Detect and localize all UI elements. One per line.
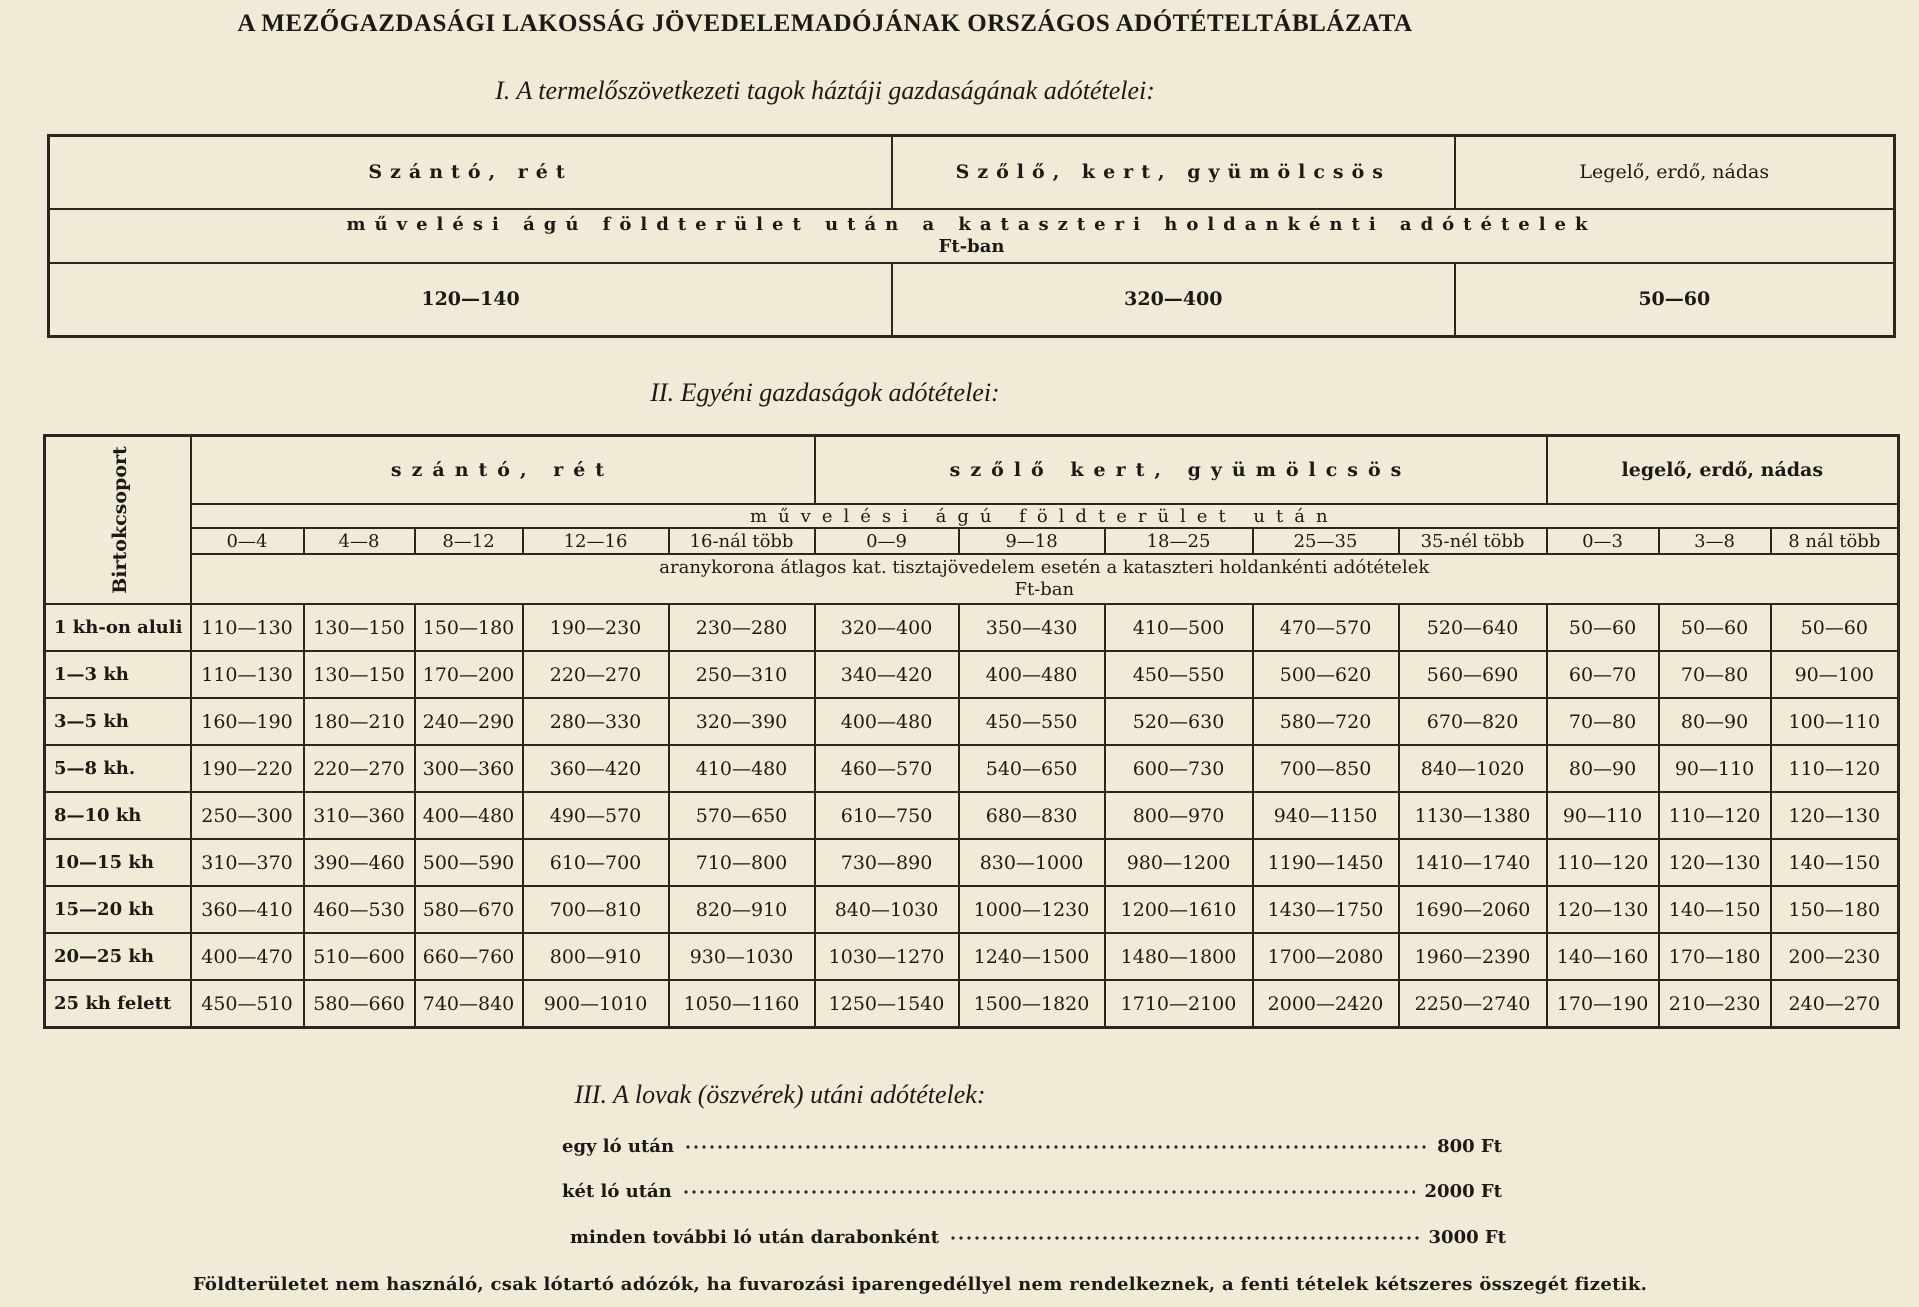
s1-note-text: művelési ágú földterület után a kataszteri holdankénti adótételek [346, 213, 1597, 235]
bracket-header: 12—16 [523, 528, 669, 554]
rate-cell: 580—720 [1253, 698, 1399, 745]
rate-cell: 110—120 [1659, 792, 1771, 839]
rate-cell: 190—220 [191, 745, 304, 792]
rate-cell: 120—130 [1771, 792, 1899, 839]
rate-cell: 1050—1160 [669, 980, 815, 1028]
rate-cell: 1190—1450 [1253, 839, 1399, 886]
rate-cell: 220—270 [523, 651, 669, 698]
s1-unit: Ft-ban [938, 235, 1005, 257]
row-label: 10—15 kh [45, 839, 191, 886]
rate-cell: 1480—1800 [1105, 933, 1253, 980]
rate-cell: 400—470 [191, 933, 304, 980]
horse-rate-label: két ló után [562, 1181, 672, 1202]
rate-cell: 110—130 [191, 651, 304, 698]
horse-rate-amount: 800 Ft [1437, 1136, 1502, 1157]
rate-cell: 700—810 [523, 886, 669, 933]
s2-subheader: művelési ágú földterület után [191, 504, 1899, 528]
s2-note-text: aranykorona átlagos kat. tisztajövedelem esetén a kataszteri holdankénti adótételek [659, 557, 1430, 578]
rate-cell: 80—90 [1547, 745, 1659, 792]
rate-cell: 110—130 [191, 604, 304, 651]
table-row [45, 604, 1899, 651]
rate-cell: 1410—1740 [1399, 839, 1547, 886]
row-label: 20—25 kh [45, 933, 191, 980]
rate-cell: 900—1010 [523, 980, 669, 1028]
row-label: 5—8 kh. [45, 745, 191, 792]
rate-cell: 170—180 [1659, 933, 1771, 980]
table-row [45, 980, 1899, 1028]
rate-cell: 670—820 [1399, 698, 1547, 745]
bracket-header: 18—25 [1105, 528, 1253, 554]
rate-cell: 160—190 [191, 698, 304, 745]
rate-cell: 340—420 [815, 651, 959, 698]
rate-cell: 520—640 [1399, 604, 1547, 651]
horse-rate-label: egy ló után [562, 1136, 675, 1157]
rate-cell: 710—800 [669, 839, 815, 886]
bracket-header: 9—18 [959, 528, 1105, 554]
rate-cell: 400—480 [415, 792, 523, 839]
rate-cell: 240—270 [1771, 980, 1899, 1028]
s1-header-legelo: Legelő, erdő, nádas [1455, 136, 1895, 209]
rate-cell: 50—60 [1771, 604, 1899, 651]
rate-cell: 520—630 [1105, 698, 1253, 745]
s2-note [191, 554, 1899, 604]
bracket-header: 8 nál több [1771, 528, 1899, 554]
row-label: 25 kh felett [45, 980, 191, 1028]
horse-rate-3 [570, 1227, 1506, 1248]
bracket-row [45, 528, 1899, 554]
table-row [45, 792, 1899, 839]
rate-cell: 820—910 [669, 886, 815, 933]
rate-cell: 540—650 [959, 745, 1105, 792]
rate-cell: 940—1150 [1253, 792, 1399, 839]
rate-cell: 170—200 [415, 651, 523, 698]
rate-cell: 610—700 [523, 839, 669, 886]
horse-rate-label: minden további ló után darabonként [570, 1227, 940, 1248]
rate-cell: 210—230 [1659, 980, 1771, 1028]
rate-cell: 980—1200 [1105, 839, 1253, 886]
bracket-header: 0—3 [1547, 528, 1659, 554]
rate-cell: 310—370 [191, 839, 304, 886]
horse-rate-amount: 2000 Ft [1424, 1181, 1502, 1202]
rate-cell: 360—420 [523, 745, 669, 792]
rate-cell: 170—190 [1547, 980, 1659, 1028]
table-row [45, 933, 1899, 980]
leader-dots [684, 1145, 1427, 1149]
rate-cell: 450—550 [959, 698, 1105, 745]
rate-cell: 200—230 [1771, 933, 1899, 980]
rate-cell: 100—110 [1771, 698, 1899, 745]
rate-cell: 450—510 [191, 980, 304, 1028]
rate-cell: 1030—1270 [815, 933, 959, 980]
group-szanto: szántó, rét [191, 436, 815, 505]
row-label: 3—5 kh [45, 698, 191, 745]
table-row [45, 886, 1899, 933]
rate-cell: 410—500 [1105, 604, 1253, 651]
rate-cell: 150—180 [415, 604, 523, 651]
bracket-header: 25—35 [1253, 528, 1399, 554]
rate-cell: 800—910 [523, 933, 669, 980]
row-label: 8—10 kh [45, 792, 191, 839]
rate-cell: 600—730 [1105, 745, 1253, 792]
rate-cell: 450—550 [1105, 651, 1253, 698]
group-szolo: szőlő kert, gyümölcsös [815, 436, 1547, 505]
table-row [45, 745, 1899, 792]
section-3-title: III. A lovak (öszvérek) utáni adótételek: [574, 1080, 986, 1109]
rate-cell: 120—130 [1659, 839, 1771, 886]
table-row [45, 839, 1899, 886]
rate-cell: 140—150 [1771, 839, 1899, 886]
rate-cell: 50—60 [1659, 604, 1771, 651]
rate-cell: 800—970 [1105, 792, 1253, 839]
rate-cell: 660—760 [415, 933, 523, 980]
rate-cell: 130—150 [304, 604, 415, 651]
rate-cell: 320—400 [815, 604, 959, 651]
rate-cell: 250—310 [669, 651, 815, 698]
group-legelo: legelő, erdő, nádas [1547, 436, 1899, 505]
bracket-header: 0—4 [191, 528, 304, 554]
rate-cell: 840—1030 [815, 886, 959, 933]
table-row [45, 651, 1899, 698]
rate-cell: 490—570 [523, 792, 669, 839]
section-1-title: I. A termelőszövetkezeti tagok háztáji gazdaságának adótételei: [495, 76, 1155, 105]
rate-cell: 580—660 [304, 980, 415, 1028]
bracket-header: 8—12 [415, 528, 523, 554]
rate-cell: 470—570 [1253, 604, 1399, 651]
rate-cell: 350—430 [959, 604, 1105, 651]
bracket-header: 4—8 [304, 528, 415, 554]
rate-cell: 680—830 [959, 792, 1105, 839]
rate-cell: 70—80 [1547, 698, 1659, 745]
rate-cell: 70—80 [1659, 651, 1771, 698]
rate-cell: 460—570 [815, 745, 959, 792]
rate-cell: 250—300 [191, 792, 304, 839]
rate-cell: 1130—1380 [1399, 792, 1547, 839]
rate-cell: 400—480 [959, 651, 1105, 698]
s1-value-szanto: 120—140 [49, 263, 893, 337]
rate-cell: 1250—1540 [815, 980, 959, 1028]
rate-cell: 320—390 [669, 698, 815, 745]
rate-cell: 130—150 [304, 651, 415, 698]
rate-cell: 610—750 [815, 792, 959, 839]
rate-cell: 90—100 [1771, 651, 1899, 698]
rate-cell: 60—70 [1547, 651, 1659, 698]
rate-cell: 400—480 [815, 698, 959, 745]
rate-cell: 310—360 [304, 792, 415, 839]
bracket-header: 3—8 [1659, 528, 1771, 554]
s2-body [45, 604, 1899, 1028]
section-2-table [43, 434, 1900, 1029]
rate-cell: 360—410 [191, 886, 304, 933]
rate-cell: 1700—2080 [1253, 933, 1399, 980]
rate-cell: 930—1030 [669, 933, 815, 980]
rate-cell: 500—620 [1253, 651, 1399, 698]
rate-cell: 1500—1820 [959, 980, 1105, 1028]
page-title: A MEZŐGAZDASÁGI LAKOSSÁG JÖVEDELEMADÓJÁNAK ORSZÁGOS ADÓTÉTELTÁBLÁZATA [237, 10, 1413, 37]
rate-cell: 730—890 [815, 839, 959, 886]
rate-cell: 110—120 [1771, 745, 1899, 792]
row-label: 1 kh-on aluli [45, 604, 191, 651]
footer-note: Földterületet nem használó, csak lótartó adózók, ha fuvarozási iparengedéllyel nem rendelkeznek, a fenti tételek kétszeres összegét fizetik. [192, 1274, 1648, 1295]
row-label: 15—20 kh [45, 886, 191, 933]
s1-header-szanto: Szántó, rét [49, 136, 893, 209]
rate-cell: 90—110 [1547, 792, 1659, 839]
rate-cell: 390—460 [304, 839, 415, 886]
rate-cell: 50—60 [1547, 604, 1659, 651]
rate-cell: 570—650 [669, 792, 815, 839]
rate-cell: 180—210 [304, 698, 415, 745]
rate-cell: 740—840 [415, 980, 523, 1028]
rate-cell: 110—120 [1547, 839, 1659, 886]
rate-cell: 840—1020 [1399, 745, 1547, 792]
s2-unit: Ft-ban [1014, 579, 1075, 600]
rate-cell: 830—1000 [959, 839, 1105, 886]
s1-value-legelo: 50—60 [1455, 263, 1895, 337]
horse-rate-amount: 3000 Ft [1428, 1227, 1506, 1248]
rate-cell: 560—690 [1399, 651, 1547, 698]
rate-cell: 1200—1610 [1105, 886, 1253, 933]
s1-note [49, 209, 1895, 263]
rate-cell: 1710—2100 [1105, 980, 1253, 1028]
rate-cell: 280—330 [523, 698, 669, 745]
s1-header-szolo: Szőlő, kert, gyümölcsös [892, 136, 1455, 209]
section-2-title: II. Egyéni gazdaságok adótételei: [650, 378, 1000, 407]
rate-cell: 1240—1500 [959, 933, 1105, 980]
section-1-table [47, 134, 1896, 338]
rate-cell: 1690—2060 [1399, 886, 1547, 933]
leader-dots [682, 1190, 1415, 1194]
bracket-header: 35-nél több [1399, 528, 1547, 554]
rate-cell: 230—280 [669, 604, 815, 651]
rate-cell: 510—600 [304, 933, 415, 980]
rate-cell: 140—150 [1659, 886, 1771, 933]
rate-cell: 1430—1750 [1253, 886, 1399, 933]
rate-cell: 1960—2390 [1399, 933, 1547, 980]
rate-cell: 410—480 [669, 745, 815, 792]
rate-cell: 1000—1230 [959, 886, 1105, 933]
horse-rate-2 [562, 1181, 1502, 1202]
rate-cell: 700—850 [1253, 745, 1399, 792]
birtokcsoport-header: Birtokcsoport [45, 436, 191, 605]
rate-cell: 300—360 [415, 745, 523, 792]
bracket-header: 0—9 [815, 528, 959, 554]
table-row [45, 698, 1899, 745]
rate-cell: 2000—2420 [1253, 980, 1399, 1028]
rate-cell: 240—290 [415, 698, 523, 745]
rate-cell: 120—130 [1547, 886, 1659, 933]
rate-cell: 220—270 [304, 745, 415, 792]
horse-rate-1 [562, 1136, 1502, 1157]
rate-cell: 90—110 [1659, 745, 1771, 792]
rate-cell: 460—530 [304, 886, 415, 933]
rate-cell: 2250—2740 [1399, 980, 1547, 1028]
bracket-header: 16-nál több [669, 528, 815, 554]
rate-cell: 500—590 [415, 839, 523, 886]
leader-dots [949, 1236, 1419, 1240]
rate-cell: 190—230 [523, 604, 669, 651]
row-label: 1—3 kh [45, 651, 191, 698]
rate-cell: 80—90 [1659, 698, 1771, 745]
s1-value-szolo: 320—400 [892, 263, 1455, 337]
rate-cell: 580—670 [415, 886, 523, 933]
rate-cell: 150—180 [1771, 886, 1899, 933]
rate-cell: 140—160 [1547, 933, 1659, 980]
